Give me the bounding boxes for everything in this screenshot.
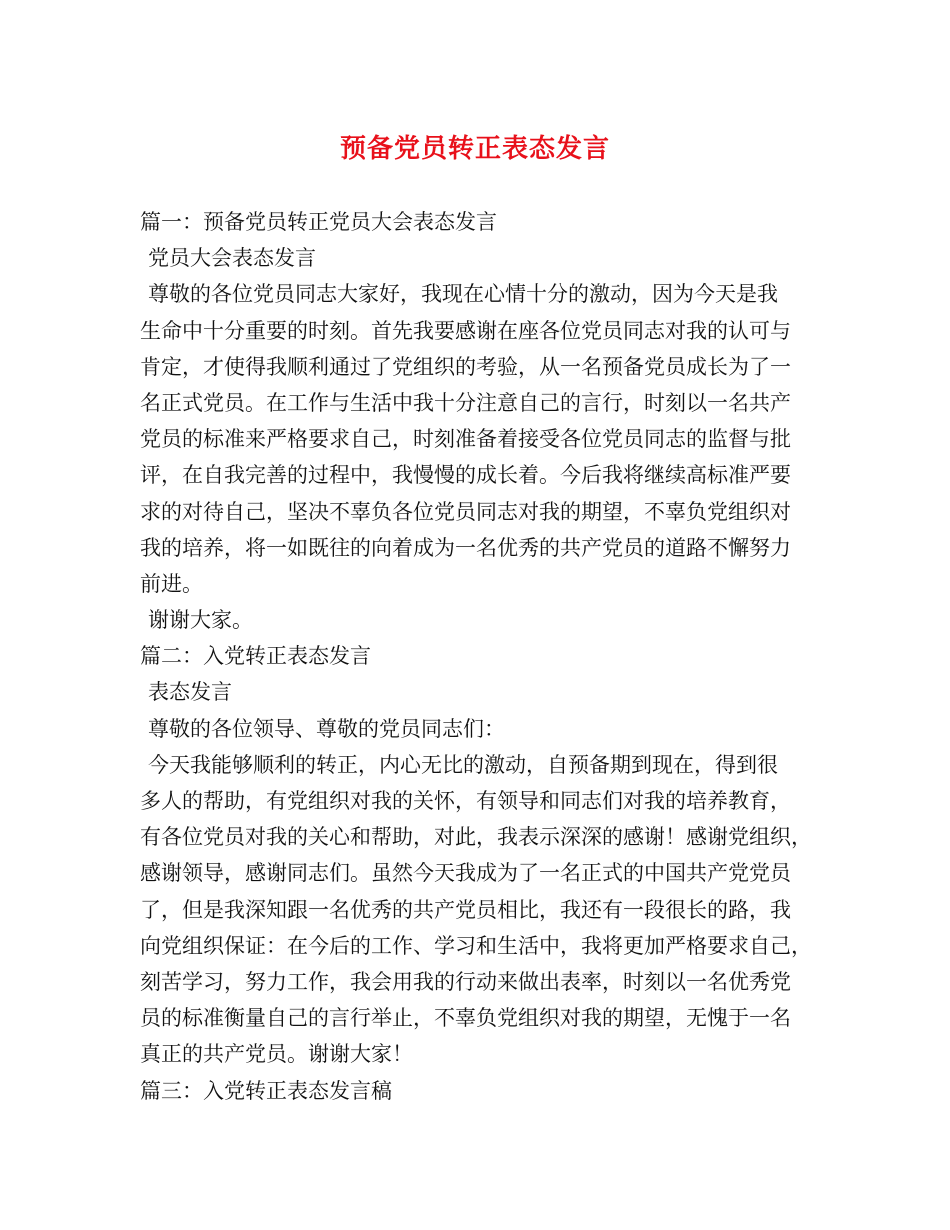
document-body bbox=[140, 204, 830, 1109]
text-line: 党员的标准来严格要求自己，时刻准备着接受各位党员同志的监督与批 bbox=[140, 427, 791, 452]
text-line: 真正的共产党员。谢谢大家！ bbox=[140, 1042, 413, 1067]
text-line: 我的培养，将一如既往的向着成为一名优秀的共产党员的道路不懈努力 bbox=[140, 535, 791, 560]
text-line: 生命中十分重要的时刻。首先我要感谢在座各位党员同志对我的认可与 bbox=[140, 318, 791, 343]
text-line: 尊敬的各位党员同志大家好，我现在心情十分的激动，因为今天是我 bbox=[148, 282, 778, 307]
text-line: 篇二：入党转正表态发言 bbox=[140, 644, 371, 669]
document-title: 预备党员转正表态发言 bbox=[339, 134, 610, 164]
text-line: 前进。 bbox=[140, 571, 203, 596]
text-line: 谢谢大家。 bbox=[148, 608, 253, 633]
text-line: 党员大会表态发言 bbox=[148, 246, 316, 271]
text-line: 有各位党员对我的关心和帮助，对此，我表示深深的感谢！感谢党组织， bbox=[140, 825, 812, 850]
text-line: 肯定，才使得我顺利通过了党组织的考验，从一名预备党员成长为了一 bbox=[140, 354, 791, 379]
text-line: 名正式党员。在工作与生活中我十分注意自己的言行，时刻以一名共产 bbox=[140, 390, 791, 415]
text-line: 刻苦学习，努力工作，我会用我的行动来做出表率，时刻以一名优秀党 bbox=[140, 969, 791, 994]
text-line: 评，在自我完善的过程中，我慢慢的成长着。今后我将继续高标准严要 bbox=[140, 463, 791, 488]
text-line: 了，但是我深知跟一名优秀的共产党员相比，我还有一段很长的路，我 bbox=[140, 897, 791, 922]
text-line: 今天我能够顺利的转正，内心无比的激动，自预备期到现在，得到很 bbox=[148, 752, 778, 777]
text-line: 员的标准衡量自己的言行举止，不辜负党组织对我的期望，无愧于一名 bbox=[140, 1006, 791, 1031]
text-line: 表态发言 bbox=[148, 680, 232, 705]
text-line: 篇一：预备党员转正党员大会表态发言 bbox=[140, 210, 497, 234]
text-line: 篇三：入党转正表态发言稿 bbox=[140, 1078, 392, 1103]
text-line: 感谢领导，感谢同志们。虽然今天我成为了一名正式的中国共产党党员 bbox=[140, 861, 791, 886]
text-line: 向党组织保证：在今后的工作、学习和生活中，我将更加严格要求自己， bbox=[140, 933, 812, 958]
text-line: 多人的帮助，有党组织对我的关怀，有领导和同志们对我的培养教育， bbox=[140, 789, 791, 813]
text-line: 求的对待自己，坚决不辜负各位党员同志对我的期望，不辜负党组织对 bbox=[140, 499, 791, 524]
text-line: 尊敬的各位领导、尊敬的党员同志们： bbox=[148, 716, 505, 741]
